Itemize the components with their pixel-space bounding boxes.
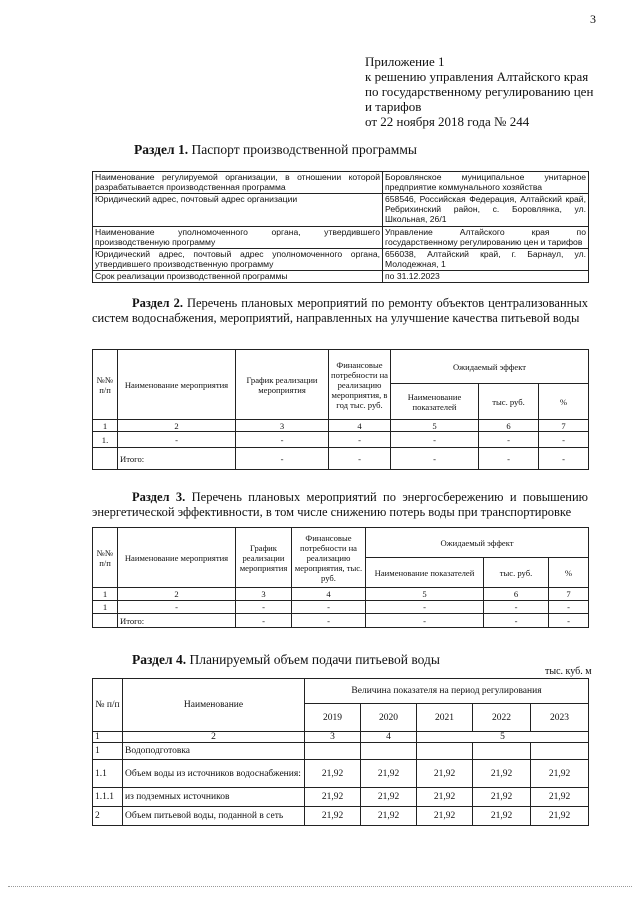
table-cell: - [292, 601, 366, 614]
water-supply-table [92, 678, 589, 826]
table-cell: - [479, 432, 539, 448]
table-cell: из подземных источников [123, 788, 305, 807]
column-number: 3 [305, 732, 361, 743]
header-name: Наименование [123, 679, 305, 732]
section3-heading [92, 490, 588, 520]
section3-label: Раздел 3. [132, 490, 186, 504]
table-cell: - [549, 614, 589, 628]
appendix-line: по государственному регулированию цен [365, 84, 594, 99]
table-cell: 21,92 [531, 760, 589, 788]
section2-heading [92, 296, 588, 326]
table-cell: 2 [93, 807, 123, 826]
table-cell: 21,92 [305, 760, 361, 788]
column-number-row [93, 420, 589, 432]
table-row [93, 807, 589, 826]
section1-label: Раздел 1. [134, 142, 189, 157]
column-number: 4 [292, 588, 366, 601]
table-header-row [93, 528, 589, 558]
table-cell: 1 [93, 601, 118, 614]
table-total-row [93, 448, 589, 470]
appendix-line: к решению управления Алтайского края [365, 69, 589, 84]
table-cell: - [549, 601, 589, 614]
table-cell: 21,92 [417, 807, 473, 826]
table-row [93, 601, 589, 614]
table-cell: - [391, 432, 479, 448]
section1-heading [134, 142, 417, 158]
section3-title: Перечень плановых мероприятий по энергосбережению и повышению энергетической эффективности, в том числе снижению потерь воды при транспортировке [92, 490, 589, 519]
footer-divider [8, 886, 632, 887]
table-cell: - [366, 614, 484, 628]
table-cell: - [236, 614, 292, 628]
header-year: 2020 [361, 704, 417, 732]
table-row [93, 760, 589, 788]
table-cell: - [118, 601, 236, 614]
table-cell [361, 743, 417, 760]
header-year: 2019 [305, 704, 361, 732]
table-header-row [93, 679, 589, 704]
column-number: 4 [361, 732, 417, 743]
header-effect-rub: тыс. руб. [484, 558, 549, 588]
table-cell: - [484, 601, 549, 614]
column-number: 2 [118, 420, 236, 432]
table-cell: 1.1 [93, 760, 123, 788]
header-finance: Финансовые потребности на реализацию мероприятия, тыс. руб. [292, 528, 366, 588]
table-row [93, 227, 589, 249]
header-schedule: График реализации мероприятия [236, 350, 329, 420]
table-cell: - [539, 432, 589, 448]
column-number: 3 [236, 420, 329, 432]
column-number: 1 [93, 420, 118, 432]
table-cell: по 31.12.2023 [383, 271, 589, 283]
table-total-row [93, 614, 589, 628]
column-number: 7 [539, 420, 589, 432]
table-cell: - [391, 448, 479, 470]
table-cell [531, 743, 589, 760]
column-number-row [93, 732, 589, 743]
header-period: Величина показателя на период регулирования [305, 679, 589, 704]
table-cell: 21,92 [473, 788, 531, 807]
table-row [93, 249, 589, 271]
table-cell [305, 743, 361, 760]
table-cell: Срок реализации производственной программы [93, 271, 383, 283]
appendix-line: Приложение 1 [365, 54, 445, 69]
appendix-line: от 22 ноября 2018 года № 244 [365, 114, 530, 129]
table-cell [417, 743, 473, 760]
column-number: 7 [549, 588, 589, 601]
table-cell: - [479, 448, 539, 470]
table-cell: - [366, 601, 484, 614]
table-cell: 21,92 [473, 760, 531, 788]
column-number: 5 [366, 588, 484, 601]
table-cell [473, 743, 531, 760]
column-number: 6 [484, 588, 549, 601]
column-number: 2 [123, 732, 305, 743]
appendix-line: и тарифов [365, 99, 422, 114]
header-year: 2022 [473, 704, 531, 732]
table-cell: - [236, 432, 329, 448]
column-number: 1 [93, 588, 118, 601]
table-cell: 656038, Алтайский край, г. Барнаул, ул. Молодежная, 1 [383, 249, 589, 271]
table-cell: 21,92 [417, 788, 473, 807]
table-cell: - [329, 432, 391, 448]
section2-label: Раздел 2. [132, 296, 183, 310]
table-cell [93, 448, 118, 470]
table-cell: 1. [93, 432, 118, 448]
section4-title: Планируемый объем подачи питьевой воды [189, 652, 440, 667]
header-num: № п/п [93, 679, 123, 732]
repair-measures-table [92, 349, 589, 470]
table-cell: 658546, Российская Федерация, Алтайский край, Ребрихинский район, с. Боровлянка, ул. Школьная, 26/1 [383, 194, 589, 227]
table-cell: 1 [93, 743, 123, 760]
units-label: тыс. куб. м [545, 666, 592, 677]
table-cell: 21,92 [305, 788, 361, 807]
header-effect-name: Наименование показателей [366, 558, 484, 588]
table-cell: 21,92 [531, 807, 589, 826]
header-effect-rub: тыс. руб. [479, 384, 539, 420]
total-label: Итого: [118, 614, 236, 628]
energy-saving-table [92, 527, 589, 628]
table-cell: 21,92 [473, 807, 531, 826]
header-effect: Ожидаемый эффект [366, 528, 589, 558]
table-cell: 21,92 [531, 788, 589, 807]
table-cell: - [118, 432, 236, 448]
column-number: 2 [118, 588, 236, 601]
table-row [93, 271, 589, 283]
page-number: 3 [590, 12, 596, 26]
column-number: 1 [93, 732, 123, 743]
header-effect-pct: % [539, 384, 589, 420]
column-number-row [93, 588, 589, 601]
table-cell: 21,92 [361, 807, 417, 826]
column-number: 6 [479, 420, 539, 432]
table-row [93, 172, 589, 194]
header-effect-name: Наименование показателей [391, 384, 479, 420]
table-row [93, 743, 589, 760]
table-cell [93, 614, 118, 628]
table-cell: 21,92 [305, 807, 361, 826]
table-cell: Управление Алтайского края по государственному регулированию цен и тарифов [383, 227, 589, 249]
header-num: №№ п/п [93, 350, 118, 420]
table-cell: Объем питьевой воды, поданной в сеть [123, 807, 305, 826]
table-cell: Объем воды из источников водоснабжения: [123, 760, 305, 788]
header-num: №№ п/п [93, 528, 118, 588]
header-effect-pct: % [549, 558, 589, 588]
column-number: 5 [391, 420, 479, 432]
table-cell: Водоподготовка [123, 743, 305, 760]
header-schedule: График реализации мероприятия [236, 528, 292, 588]
table-cell: - [484, 614, 549, 628]
table-row [93, 194, 589, 227]
table-row [93, 432, 589, 448]
column-number: 4 [329, 420, 391, 432]
table-cell: Боровлянское муниципальное унитарное предприятие коммунального хозяйства [383, 172, 589, 194]
table-row [93, 788, 589, 807]
header-name: Наименование мероприятия [118, 350, 236, 420]
table-cell: Юридический адрес, почтовый адрес организации [93, 194, 383, 227]
table-cell: 21,92 [361, 788, 417, 807]
table-cell: - [236, 601, 292, 614]
table-cell: - [292, 614, 366, 628]
table-cell: - [539, 448, 589, 470]
header-year: 2021 [417, 704, 473, 732]
table-cell: - [329, 448, 391, 470]
section4-label: Раздел 4. [132, 652, 187, 667]
section4-heading [132, 652, 440, 668]
header-effect: Ожидаемый эффект [391, 350, 589, 384]
header-year: 2023 [531, 704, 589, 732]
table-cell: Наименование регулируемой организации, в отношении которой разрабатывается производственная программа [93, 172, 383, 194]
table-cell: - [236, 448, 329, 470]
column-number: 3 [236, 588, 292, 601]
section2-title: Перечень плановых мероприятий по ремонту объектов централизованных систем водоснабжения, мероприятий, направленных на улучшение качества питьевой воды [92, 296, 588, 325]
passport-table [92, 171, 589, 283]
table-cell: 21,92 [361, 760, 417, 788]
column-number: 5 [417, 732, 589, 743]
table-cell: 1.1.1 [93, 788, 123, 807]
section1-title: Паспорт производственной программы [191, 142, 417, 157]
total-label: Итого: [118, 448, 236, 470]
table-cell: 21,92 [417, 760, 473, 788]
header-name: Наименование мероприятия [118, 528, 236, 588]
table-cell: Наименование уполномоченного органа, утвердившего производственную программу [93, 227, 383, 249]
table-cell: Юридический адрес, почтовый адрес уполномоченного органа, утвердившего производственную программу [93, 249, 383, 271]
table-header-row [93, 350, 589, 384]
header-finance: Финансовые потребности на реализацию мероприятия, в год тыс. руб. [329, 350, 391, 420]
appendix-header [365, 54, 593, 129]
